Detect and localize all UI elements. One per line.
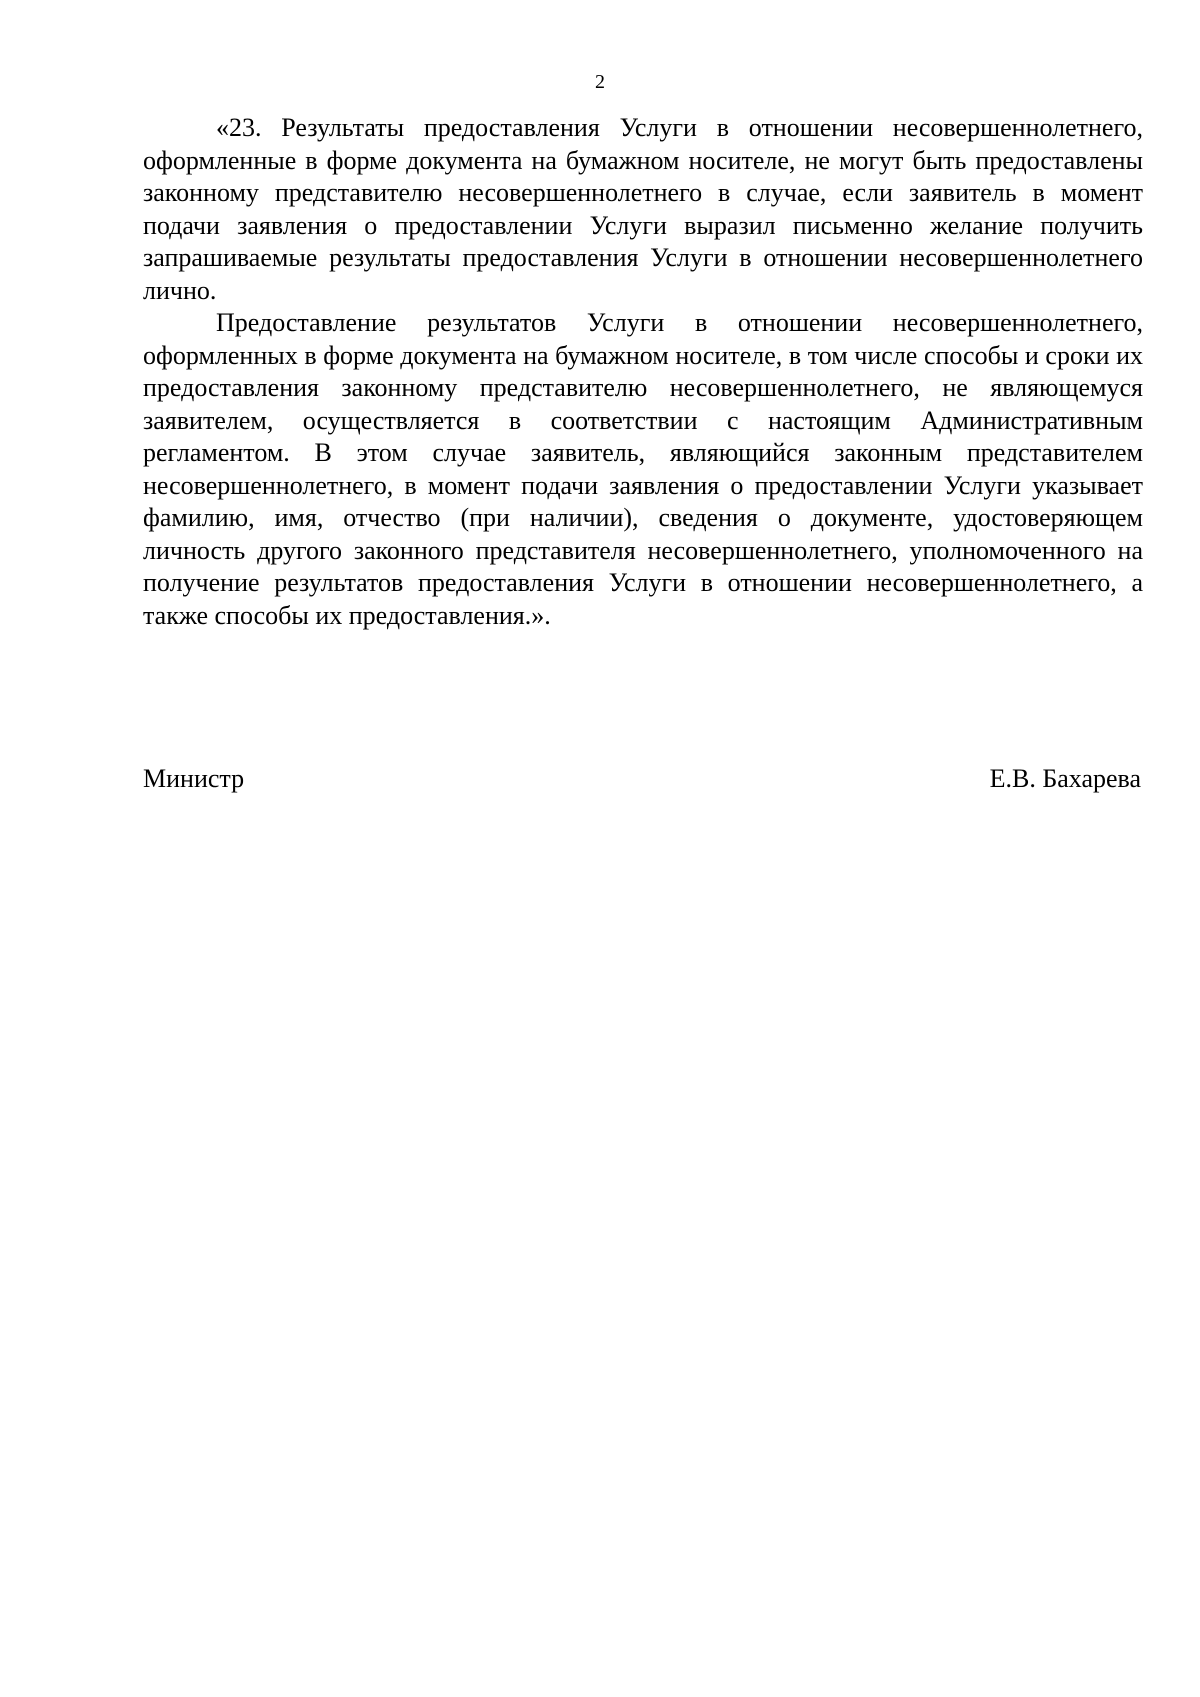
signatory-name: Е.В. Бахарева xyxy=(989,764,1141,793)
paragraph-23: «23. Результаты предоставления Услуги в отношении несовершеннолетнего, оформленные в форме документа на бумажном носителе, не могут быть предоставлены законному представителю несовершеннолетнего в случае, если заявитель в момент подачи заявления о предоставлении Услуги выразил письменно желание получить запрашиваемые результаты предоставления Услуги в отношении несовершеннолетнего лично. xyxy=(143,113,1143,305)
paragraph-results-provision: Предоставление результатов Услуги в отношении несовершеннолетнего, оформленных в форме документа на бумажном носителе, в том числе способы и сроки их предоставления законному представителю несовершеннолетнего, не являющемуся заявителем, осуществляется в соответствии с настоящим Административным регламентом. В этом случае заявитель, являющийся законным представителем несовершеннолетнего, в момент подачи заявления о предоставлении Услуги указывает фамилию, имя, отчество (при наличии), сведения о документе, удостоверяющем личность другого законного представителя несовершеннолетнего, уполномоченного на получение результатов предоставления Услуги в отношении несовершеннолетнего, а также способы их предоставления.». xyxy=(143,308,1143,630)
signatory-position: Министр xyxy=(143,764,245,793)
document-body xyxy=(143,112,1143,632)
page-number: 2 xyxy=(595,71,605,93)
